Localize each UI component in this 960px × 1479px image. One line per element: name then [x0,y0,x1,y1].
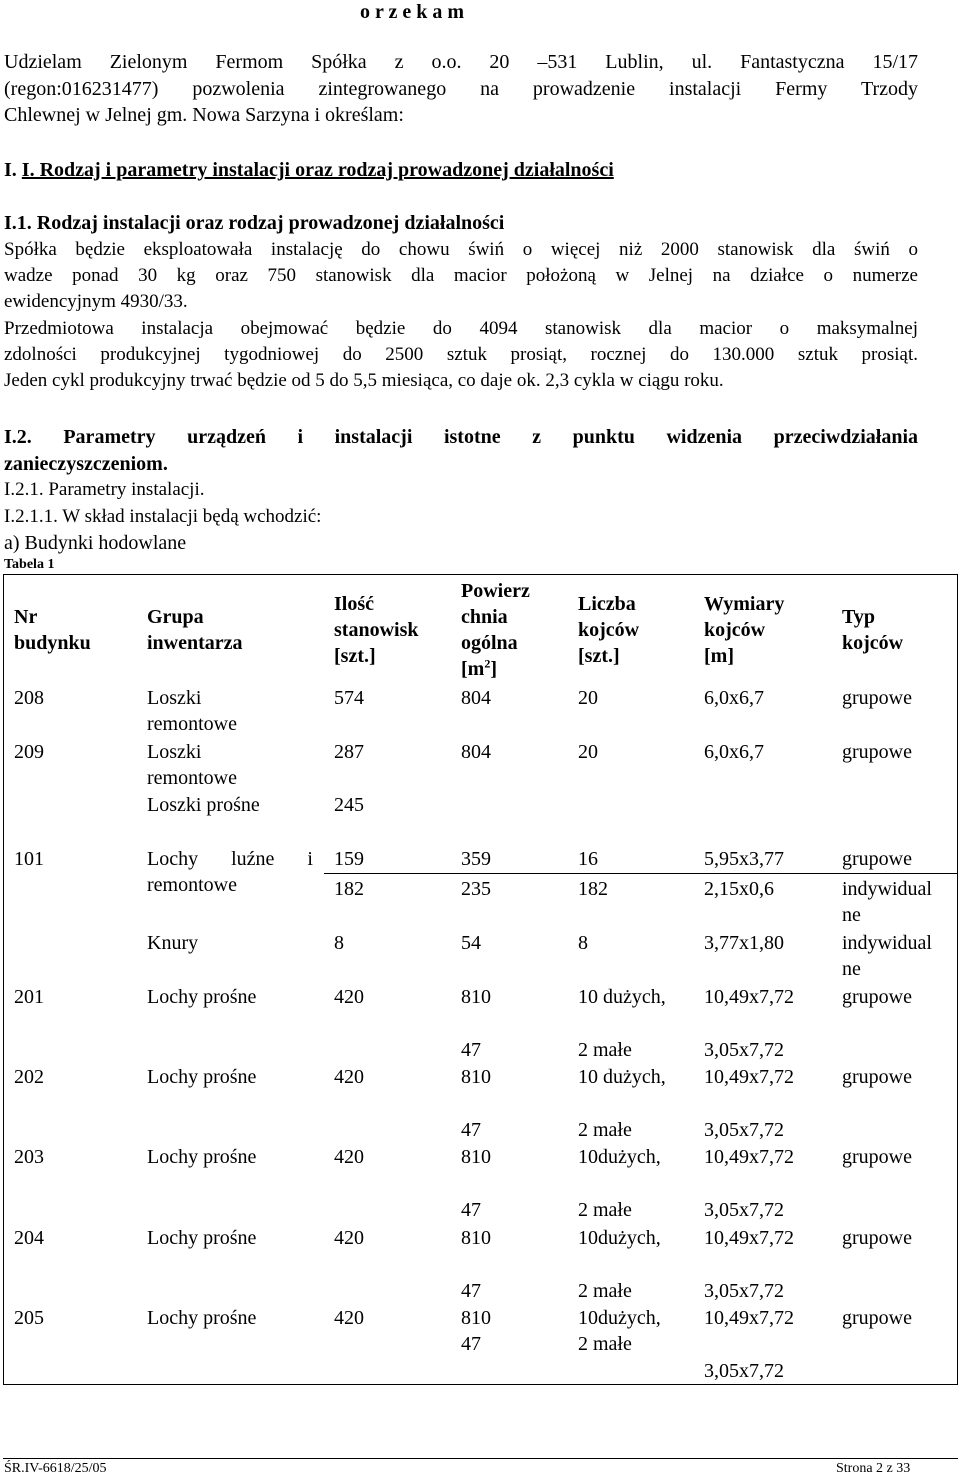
table-cell: 2 małe [578,1333,632,1355]
table-cell: Lochy prośne [147,986,257,1008]
table-cell: 810 [461,1066,491,1088]
table-cell: grupowe [842,1066,912,1088]
table-cell: 359 [461,848,491,870]
table-cell: Lochy prośne [147,1307,257,1329]
table-cell: 208 [14,687,44,709]
table-cell: ne [842,904,861,926]
table-cell: grupowe [842,1227,912,1249]
table-cell: 574 [334,687,364,709]
i1-line-6: Jeden cykl produkcyjny trwać będzie od 5 do 5,5 miesiąca, co daje ok. 2,3 cykla w ciągu roku. [4,370,724,391]
header-liczba: Liczba kojców [szt.] [578,593,640,667]
footer-page-number: Strona 2 z 33 [836,1461,911,1476]
table-cell: grupowe [842,741,912,763]
table-cell: grupowe [842,1146,912,1168]
table-cell: 20 [578,741,598,763]
table-cell: 202 [14,1066,44,1088]
table-cell: 8 [578,932,588,954]
table-cell: grupowe [842,848,912,870]
table-cell: 420 [334,1066,364,1088]
table-cell: 10,49x7,72 [704,1146,794,1168]
subsection-title-i1: I.1. Rodzaj instalacji oraz rodzaj prowadzonej działalności [4,212,505,234]
row-divider [324,873,957,874]
table-border-top [3,574,958,575]
table-cell: 810 [461,1227,491,1249]
table-cell: Lochy prośne [147,1146,257,1168]
intro-line-2: (regon:016231477) pozwolenia zintegrowanego na prowadzenie instalacji Fermy Trzody [4,78,918,100]
table-cell: 47 [461,1333,481,1355]
intro-line-3: Chlewnej w Jelnej gm. Nowa Sarzyna i określam: [4,104,404,126]
table-cell: 2 małe [578,1119,632,1141]
table-cell: 205 [14,1307,44,1329]
table-cell: 47 [461,1199,481,1221]
table-cell: 810 [461,1307,491,1329]
table-cell: 47 [461,1280,481,1302]
table-border-bottom [3,1384,958,1385]
i1-line-1: Spółka będzie eksploatowała instalację do chowu świń o więcej niż 2000 stanowisk dla świń o [4,239,918,260]
table-cell: remontowe [147,767,237,789]
header-grupa: Grupa inwentarza [147,606,243,654]
table-cell: ne [842,958,861,980]
table-cell: 2,15x0,6 [704,878,774,900]
table-cell: 209 [14,741,44,763]
table-cell: 159 [334,848,364,870]
table-cell: 2 małe [578,1039,632,1061]
i1-line-2: wadze ponad 30 kg oraz 750 stanowisk dla macior położoną w Jelnej na działce o numerze [4,265,918,286]
table-cell: remontowe [147,874,237,896]
footer-doc-ref: ŚR.IV-6618/25/05 [4,1461,107,1476]
table-cell: indywidual [842,878,932,900]
table-cell: 420 [334,986,364,1008]
table-cell: 10,49x7,72 [704,1227,794,1249]
table-cell: Loszki [147,687,202,709]
table-cell: 8 [334,932,344,954]
table-cell: 47 [461,1039,481,1061]
table-cell: Loszki [147,741,202,763]
header-ilosc: Ilość stanowisk [szt.] [334,593,419,667]
subsection-title-i2-cont: zanieczyszczeniom. [4,453,168,475]
subsection-i211: I.2.1.1. W skład instalacji będą wchodzić: [4,506,322,527]
table-cell: 182 [578,878,608,900]
table-cell: 201 [14,986,44,1008]
table-cell: 10dużych, [578,1307,661,1329]
table-cell: 10dużych, [578,1227,661,1249]
table-cell: 10,49x7,72 [704,1307,794,1329]
section-title: I. I. Rodzaj i parametry instalacji oraz rodzaj prowadzonej działalności [4,159,614,181]
subsection-i21: I.2.1. Parametry instalacji. [4,479,205,500]
i1-line-3: ewidencyjnym 4930/33. [4,291,188,312]
table-cell: 54 [461,932,481,954]
table-cell: 804 [461,687,491,709]
table-cell: 810 [461,1146,491,1168]
table-cell: indywidual [842,932,932,954]
table-border-right [957,574,958,1385]
header-powierzchnia: Powierz chnia ogólna $[m^2]$ [461,580,530,680]
table-cell: 10,49x7,72 [704,1066,794,1088]
i1-line-5: zdolności produkcyjnej tygodniowej do 2500 sztuk prosiąt, rocznej do 130.000 sztuk prosiąt. [4,344,918,365]
table-cell: grupowe [842,986,912,1008]
table-cell: 3,05x7,72 [704,1039,784,1061]
table-border-left [3,574,4,1385]
table-cell: 420 [334,1227,364,1249]
table-cell: 203 [14,1146,44,1168]
sub-a: a) Budynki hodowlane [4,532,187,554]
table-cell: 3,05x7,72 [704,1119,784,1141]
table-cell: 810 [461,986,491,1008]
table-cell: 182 [334,878,364,900]
footer-rule [3,1458,958,1459]
table-cell: 10,49x7,72 [704,986,794,1008]
page-heading: o r z e k a m [360,1,465,23]
table-cell: 3,05x7,72 [704,1360,784,1382]
table-cell: 420 [334,1307,364,1329]
table-cell: 2 małe [578,1280,632,1302]
table-cell: 3,77x1,80 [704,932,784,954]
table-cell: 804 [461,741,491,763]
header-nr: Nr budynku [14,606,91,654]
subsection-title-i2: I.2. Parametry urządzeń i instalacji istotne z punktu widzenia przeciwdziałania [4,426,918,448]
table-cell: 235 [461,878,491,900]
table-cell: Loszki prośne [147,794,260,816]
table-cell: Knury [147,932,199,954]
table-cell: grupowe [842,687,912,709]
table-cell: 5,95x3,77 [704,848,784,870]
table-cell: 16 [578,848,598,870]
table-cell: 10 dużych, [578,1066,666,1088]
table-cell: grupowe [842,1307,912,1329]
table-cell: Lochy prośne [147,1227,257,1249]
table-label: Tabela 1 [4,557,55,572]
table-cell: 3,05x7,72 [704,1280,784,1302]
table-cell: 204 [14,1227,44,1249]
header-typ: Typ kojców [842,606,904,654]
table-cell: remontowe [147,713,237,735]
cell-group-justified: Lochy luźne i [147,848,313,870]
table-cell: 420 [334,1146,364,1168]
intro-line-1: Udzielam Zielonym Fermom Spółka z o.o. 20 –531 Lublin, ul. Fantastyczna 15/17 [4,51,918,73]
table-cell: 245 [334,794,364,816]
table-cell: 2 małe [578,1199,632,1221]
table-cell: Lochy prośne [147,1066,257,1088]
table-cell: 6,0x6,7 [704,687,764,709]
table-cell: 3,05x7,72 [704,1199,784,1221]
table-cell: 10 dużych, [578,986,666,1008]
table-cell: 20 [578,687,598,709]
table-cell: 287 [334,741,364,763]
i1-line-4: Przedmiotowa instalacja obejmować będzie do 4094 stanowisk dla macior o maksymalnej [4,318,918,339]
header-wymiary: Wymiary kojców [m] [704,593,785,667]
table-cell: 6,0x6,7 [704,741,764,763]
table-cell: 101 [14,848,44,870]
table-cell: 47 [461,1119,481,1141]
table-cell: 10dużych, [578,1146,661,1168]
